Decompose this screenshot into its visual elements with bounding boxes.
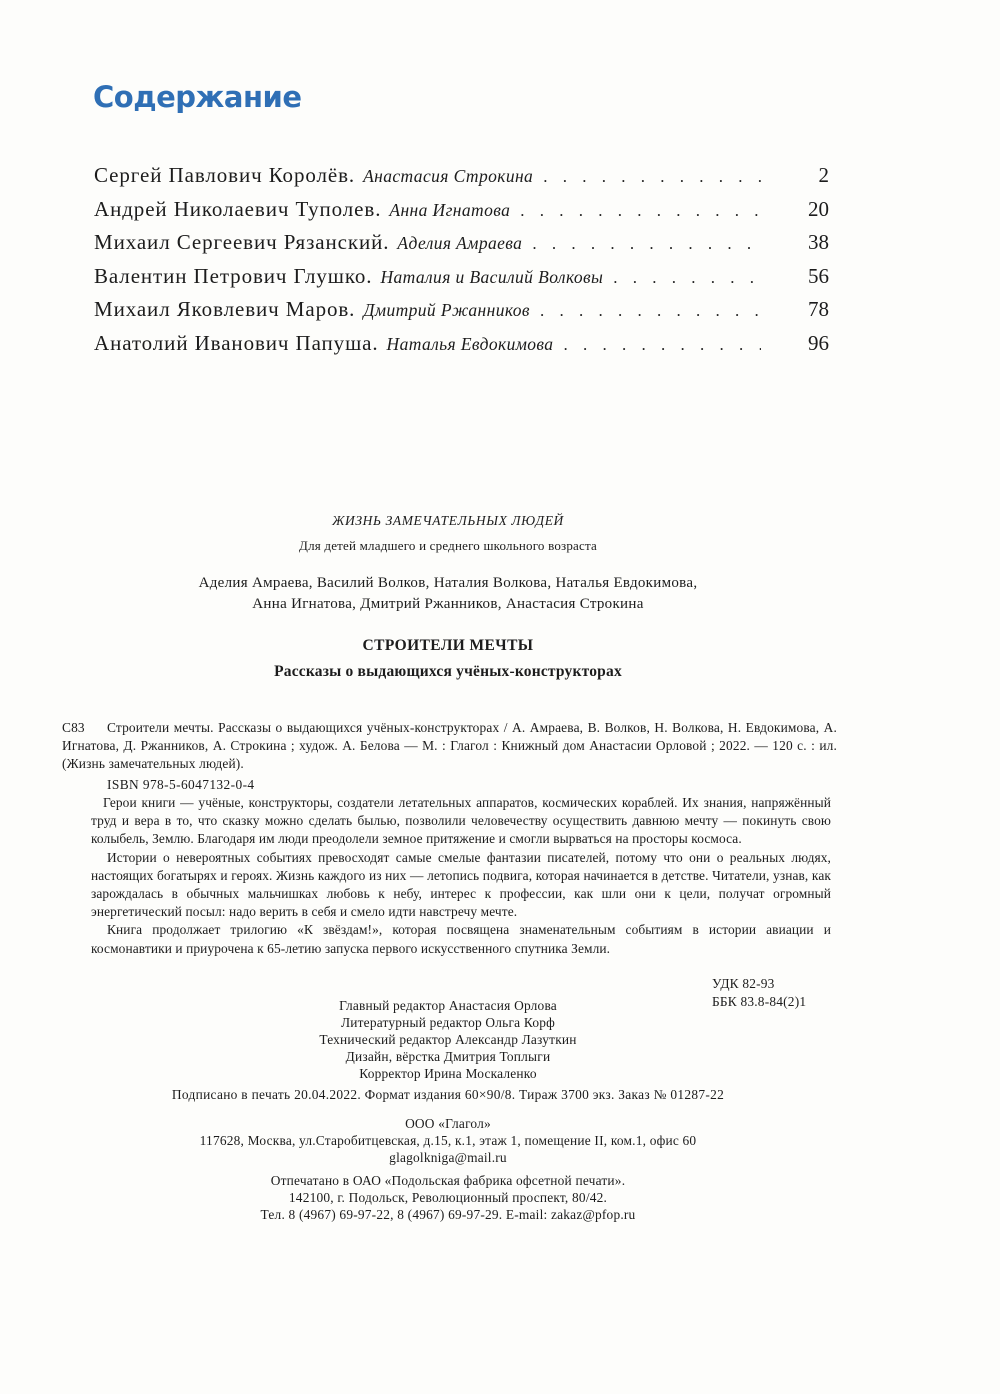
credit-line: Главный редактор Анастасия Орлова xyxy=(339,998,557,1013)
toc-page-number: 56 xyxy=(808,263,829,288)
bibliographic-record xyxy=(62,719,837,794)
bbk-code: ББК 83.8-84(2)1 xyxy=(712,994,807,1009)
bibliographic-description: Строители мечты. Рассказы о выдающихся учёных-конструкторах / А. Амраева, В. Волков, Н. Волкова, Н. Евдокимова, А. Игнатова, Д. Ржанников, А. Строкина ; худож. А. Белова — М. : Глагол : Книжный дом Анастасии Орловой ; 2022. — 120 с. : ил. (Жизнь замечательных людей). xyxy=(62,720,837,771)
toc-dot-leader xyxy=(613,268,761,288)
credit-line: Корректор Ирина Москаленко xyxy=(359,1066,537,1081)
toc-entry xyxy=(94,230,829,264)
credit-line: Литературный редактор Ольга Корф xyxy=(340,1015,555,1030)
toc-page-number: 2 xyxy=(818,163,829,187)
toc-author: Дмитрий Ржанников xyxy=(363,300,530,321)
toc-entry xyxy=(94,163,829,197)
toc-dot-leader xyxy=(520,201,761,221)
authors-line: Анна Игнатова, Дмитрий Ржанников, Анастасия Строкина xyxy=(252,596,644,612)
age-rating-note: Для детей младшего и среднего школьного возраста xyxy=(299,538,597,553)
publisher-name: ООО «Глагол» xyxy=(405,1116,491,1131)
toc-page-number: 78 xyxy=(808,297,829,322)
toc-person-name: Михаил Сергеевич Рязанский. xyxy=(94,230,390,255)
authors-list xyxy=(0,573,896,615)
credit-line: Технический редактор Александр Лазуткин xyxy=(319,1032,577,1047)
series-name: ЖИЗНЬ ЗАМЕЧАТЕЛЬНЫХ ЛЮДЕЙ xyxy=(332,513,564,528)
toc-dot-leader xyxy=(540,301,761,321)
annotation-paragraph: Книга продолжает трилогию «К звёздам!», которая посвящена знаменательным событиям в истории авиации и космонавтики и приурочена к 65-летию запуска первого искусственного спутника Земли. xyxy=(91,922,831,956)
toc-author: Анастасия Строкина xyxy=(363,166,534,186)
toc-dot-leader xyxy=(563,335,761,355)
editorial-credits xyxy=(0,997,896,1082)
toc-dot-leader xyxy=(543,167,761,187)
toc-entry xyxy=(94,197,829,231)
printer-info xyxy=(0,1172,896,1223)
printer-address: 142100, г. Подольск, Революционный проспект, 80/42. xyxy=(288,1190,608,1205)
isbn: ISBN 978-5-6047132-0-4 xyxy=(107,777,255,792)
annotation-paragraph: Герои книги — учёные, конструкторы, создатели летательных аппаратов, космических кораблей. Их знания, напряжённый труд и вера в то, что сказку можно сделать былью, позволили человечеству осуществить давнюю мечту — покинуть свою колыбель, Землю. Благодаря им люди преодолели земное притяжение и смогли вырваться на просторы космоса. xyxy=(91,795,831,847)
toc-author: Наталья Евдокимова xyxy=(386,333,554,354)
toc-entry xyxy=(94,331,829,365)
annotation-paragraph: Истории о невероятных событиях превосходят самые смелые фантазии писателей, потому что они о реальных людях, настоящих богатырях и героях. Жизнь каждого из них — летопись подвига, которая начинается в детстве. Читатели, узнав, как зарождалась в обычных мальчишках любовь к небу, интерес к профессии, как шли они к цели, получат огромный энергетический посыл: надо верить в себя и смело идти навстречу мечте. xyxy=(91,849,831,920)
toc-page-number: 38 xyxy=(808,230,829,255)
book-subtitle: Рассказы о выдающихся учёных-конструкторах xyxy=(274,663,622,680)
toc-entry xyxy=(94,297,829,331)
contents-heading: Содержание xyxy=(93,80,302,114)
toc-person-name: Андрей Николаевич Туполев. xyxy=(94,196,382,221)
udc-code: УДК 82-93 xyxy=(712,976,775,991)
toc-author: Анна Игнатова xyxy=(389,199,511,220)
toc-person-name: Валентин Петрович Глушко. xyxy=(94,263,373,288)
table-of-contents xyxy=(94,163,829,365)
printer-name: Отпечатано в ОАО «Подольская фабрика офсетной печати». xyxy=(270,1173,626,1188)
author-mark-code: С83 xyxy=(62,720,85,735)
annotation xyxy=(91,794,831,958)
publisher-email: glagolkniga@mail.ru xyxy=(389,1150,507,1165)
publisher-address: 117628, Москва, ул.Старобитцевская, д.15, к.1, этаж 1, помещение II, ком.1, офис 60 xyxy=(199,1133,697,1148)
credit-line: Дизайн, вёрстка Дмитрия Топлыги xyxy=(345,1049,551,1064)
book-title: СТРОИТЕЛИ МЕЧТЫ xyxy=(362,637,534,654)
toc-author: Наталия и Василий Волковы xyxy=(380,266,604,287)
toc-person-name: Анатолий Иванович Папуша. xyxy=(94,330,379,355)
print-signature-info: Подписано в печать 20.04.2022. Формат издания 60×90/8. Тираж 3700 экз. Заказ № 01287-22 xyxy=(171,1087,725,1102)
toc-person-name: Сергей Павлович Королёв. xyxy=(94,163,356,187)
authors-line: Аделия Амраева, Василий Волков, Наталия Волкова, Наталья Евдокимова, xyxy=(198,575,698,591)
toc-person-name: Михаил Яковлевич Маров. xyxy=(94,297,356,322)
publisher-info xyxy=(0,1115,896,1166)
toc-entry xyxy=(94,264,829,298)
toc-page-number: 20 xyxy=(808,196,829,221)
toc-author: Аделия Амраева xyxy=(397,233,523,254)
toc-page-number: 96 xyxy=(808,330,829,355)
printer-contacts: Тел. 8 (4967) 69-97-22, 8 (4967) 69-97-29. E-mail: zakaz@pfop.ru xyxy=(260,1207,636,1222)
toc-dot-leader xyxy=(532,234,761,254)
